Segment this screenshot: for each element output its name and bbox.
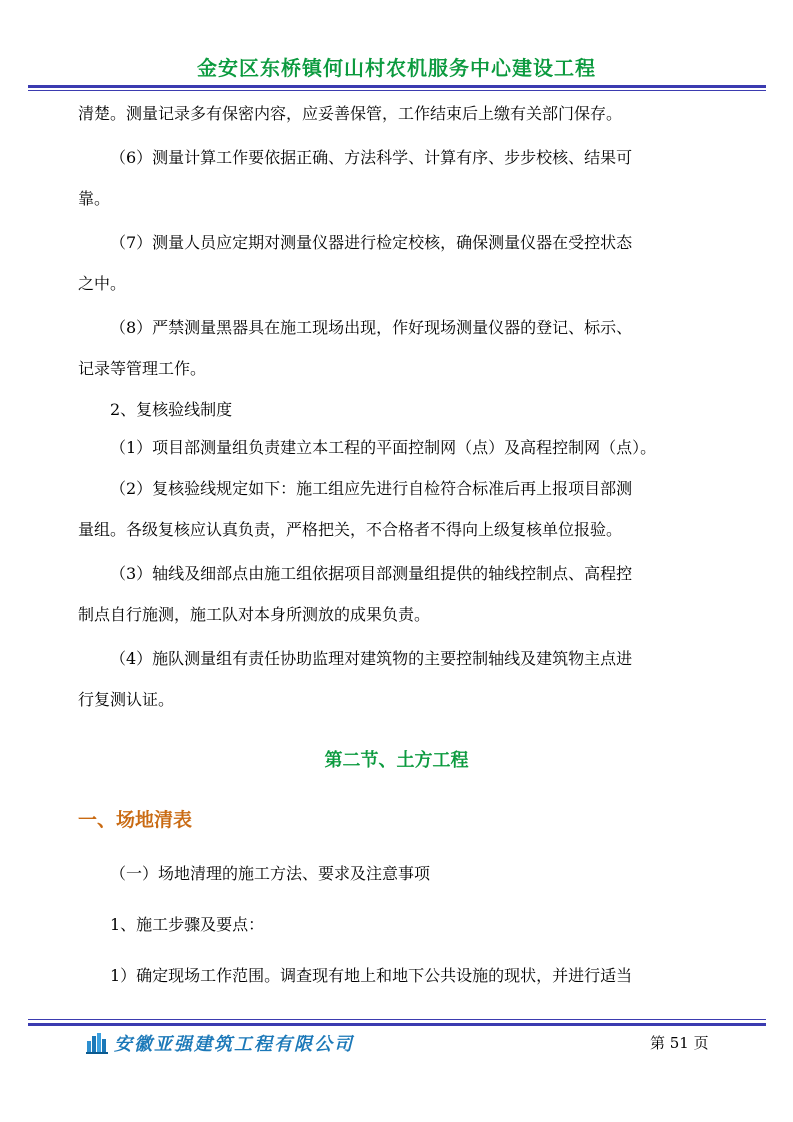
paragraph-line: （6）测量计算工作要依据正确、方法科学、计算有序、步步校核、结果可 [110,148,633,167]
paragraph-line: 2、复核验线制度 [110,400,233,419]
page-number: 第 51 页 [650,1034,709,1052]
paragraph-line: 清楚。测量记录多有保密内容，应妥善保管，工作结束后上缴有关部门保存。 [78,104,623,123]
paragraph-line: 量组。各级复核应认真负责，严格把关，不合格者不得向上级复核单位报验。 [78,520,623,539]
header-rule-thick [28,85,766,88]
section-title: 第二节、土方工程 [324,750,469,771]
paragraph-line: （2）复核验线规定如下：施工组应先进行自检符合标准后再上报项目部测 [110,479,633,498]
heading-1: 一、场地清表 [78,809,193,831]
paragraph-line: 制点自行施测，施工队对本身所测放的成果负责。 [78,605,431,624]
paragraph-line: 1）确定现场工作范围。调查现有地上和地下公共设施的现状，并进行适当 [110,966,633,985]
building-logo-icon [86,1032,108,1054]
header-rule-thin [28,90,766,91]
paragraph-line: （1）项目部测量组负责建立本工程的平面控制网（点）及高程控制网（点）。 [110,438,657,457]
paragraph-line: （4）施队测量组有责任协助监理对建筑物的主要控制轴线及建筑物主点进 [110,649,633,668]
header-title: 金安区东桥镇何山村农机服务中心建设工程 [197,56,596,80]
paragraph-line: 之中。 [78,274,127,293]
paragraph-line: （3）轴线及细部点由施工组依据项目部测量组提供的轴线控制点、高程控 [110,564,633,583]
paragraph-line: （一）场地清理的施工方法、要求及注意事项 [110,864,431,883]
paragraph-line: （8）严禁测量黑器具在施工现场出现，作好现场测量仪器的登记、标示、 [110,318,633,337]
paragraph-line: 行复测认证。 [78,690,175,709]
paragraph-line: （7）测量人员应定期对测量仪器进行检定校核，确保测量仪器在受控状态 [110,233,633,252]
paragraph-line: 1、施工步骤及要点： [110,915,265,934]
company-name: 安徽亚强建筑工程有限公司 [114,1034,354,1055]
paragraph-line: 靠。 [78,189,111,208]
paragraph-line: 记录等管理工作。 [78,359,207,378]
footer-company [86,1030,354,1056]
footer-rule-thick [28,1023,766,1026]
footer-rule-thin [28,1019,766,1020]
